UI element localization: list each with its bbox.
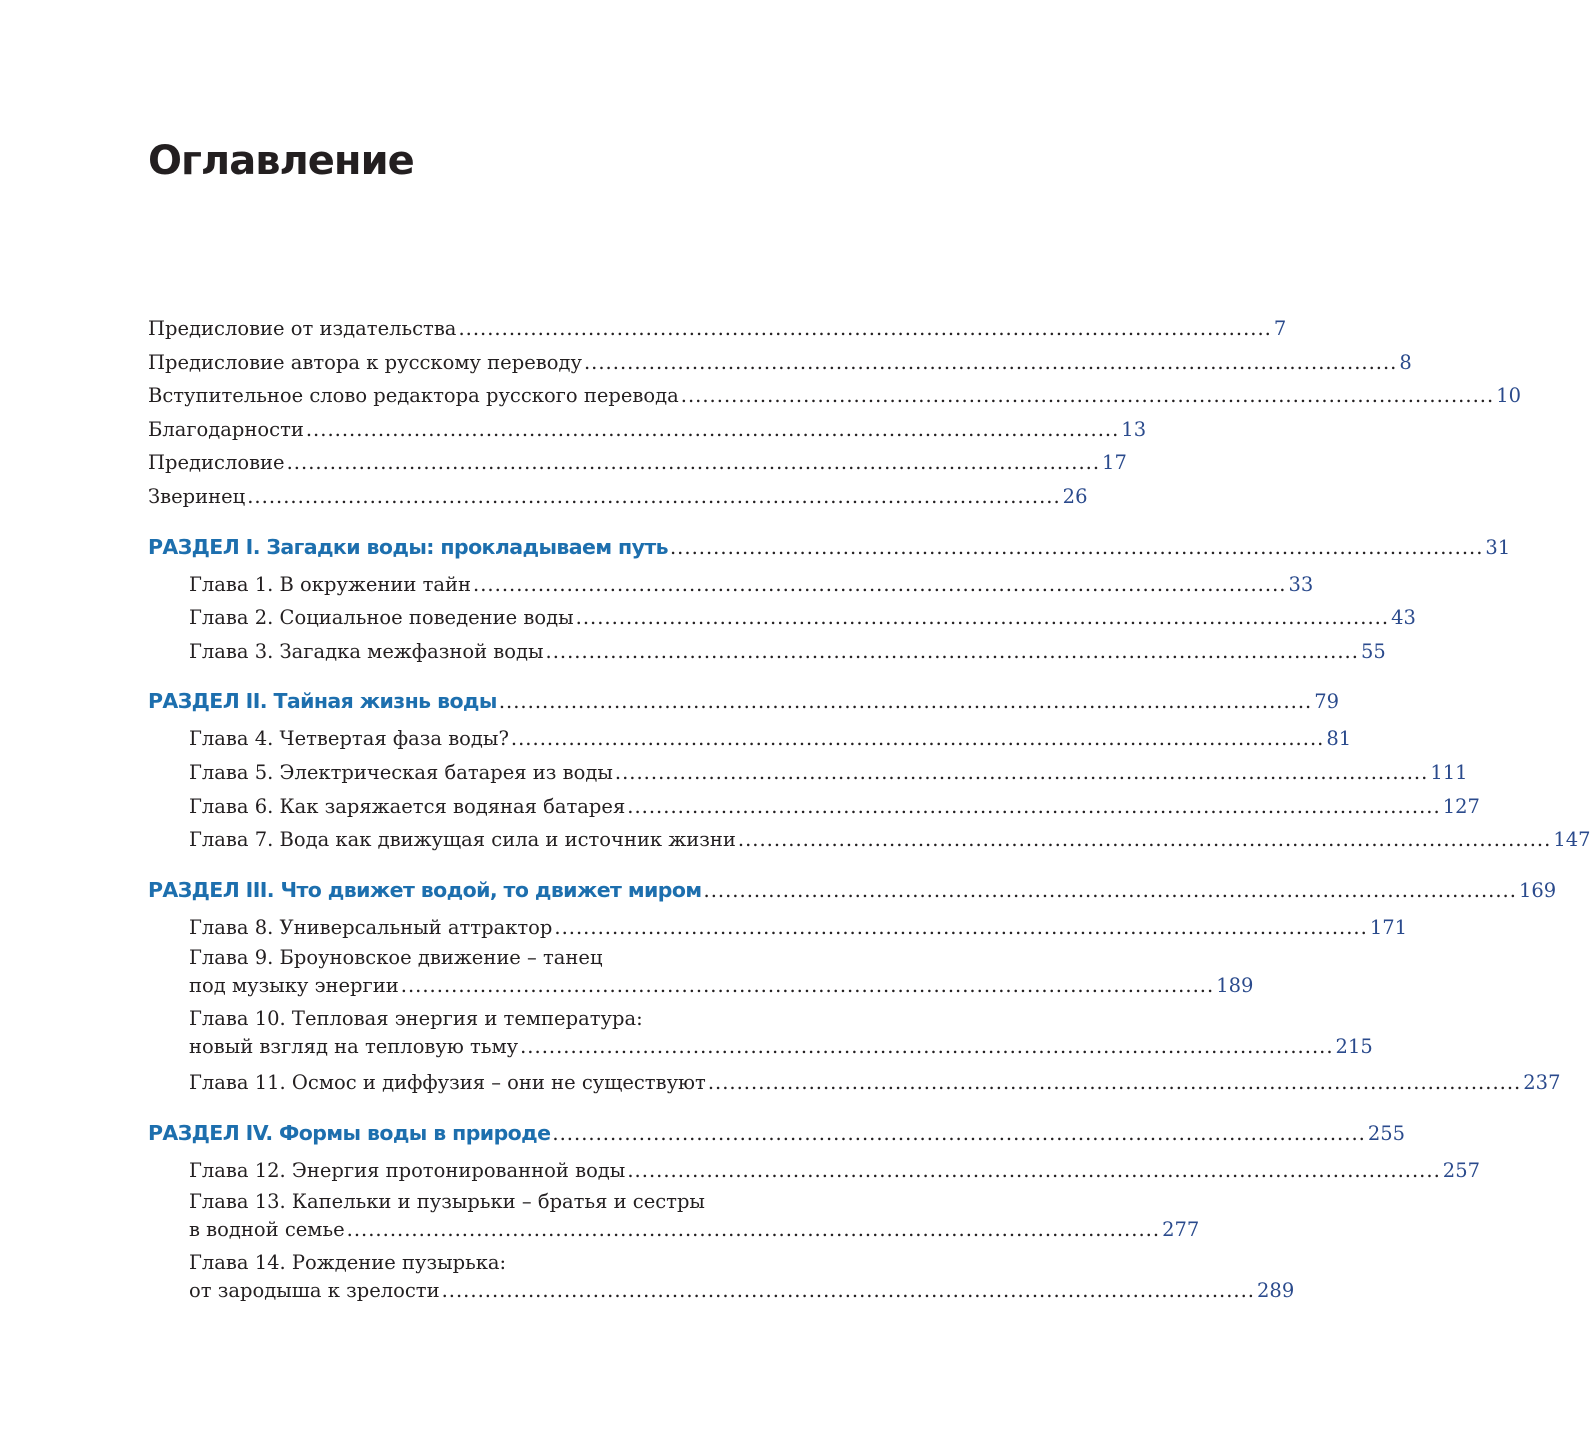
toc-chapter[interactable] [148,756,1468,790]
leader-dots: ................................................................................................................. [498,690,1313,714]
page-title: Оглавление [148,138,414,184]
page-number: 147 [1553,828,1591,852]
leader-dots: ................................................................................................................. [346,1217,1161,1241]
leader-dots: ................................................................................................................. [552,1121,1366,1145]
leader-dots: ................................................................................................................. [680,384,1495,408]
entry-title: Зверинец [148,484,246,508]
leader-dots: ................................................................................................................. [583,350,1398,374]
leader-dots: ................................................................................................................. [614,760,1429,784]
page-number: 26 [1062,484,1088,508]
chapter-title: Глава 5. Электрическая батарея из воды [189,760,613,784]
toc-entry[interactable] [148,480,1088,514]
leader-dots: ................................................................................................................. [627,1158,1441,1182]
section-title: РАЗДЕЛ IV. Формы воды в природе [148,1120,551,1145]
toc-chapter[interactable] [148,1216,1200,1249]
page-number: 55 [1360,639,1386,663]
chapter-title: под музыку энергии [189,974,399,998]
toc-chapter[interactable] [148,1277,1295,1310]
leader-dots: ................................................................................................................. [473,572,1287,596]
toc-chapter[interactable] [148,1033,1373,1066]
chapter-title-line1[interactable]: Глава 10. Тепловая энергия и температура: [189,1007,643,1031]
entry-title: Благодарности [148,417,304,441]
leader-dots: ................................................................................................................. [520,1035,1334,1059]
chapter-title: в водной семье [189,1217,345,1241]
toc-entry[interactable] [148,379,1522,413]
leader-dots: ................................................................................................................. [627,794,1441,818]
table-of-contents [148,312,1591,1310]
toc-chapter[interactable] [148,635,1386,669]
page-number: 277 [1162,1217,1200,1241]
toc-entry[interactable] [148,346,1412,380]
page-number: 10 [1496,384,1522,408]
chapter-title-line1[interactable]: Глава 9. Броуновское движение – танец [189,946,603,970]
section-title: РАЗДЕЛ III. Что движет водой, то движет миром [148,877,702,902]
chapter-title: Глава 11. Осмос и диффузия – они не существуют [189,1071,706,1095]
page-number: 237 [1523,1071,1561,1095]
page-number: 255 [1367,1121,1406,1145]
leader-dots: ................................................................................................................. [554,915,1368,939]
page-number: 13 [1121,417,1147,441]
section-title: РАЗДЕЛ I. Загадки воды: прокладываем путь [148,534,668,559]
entry-title: Предисловие автора к русскому переводу [148,350,582,374]
leader-dots: ................................................................................................................. [707,1071,1522,1095]
toc-chapter[interactable] [148,790,1480,824]
chapter-title: новый взгляд на тепловую тьму [189,1035,519,1059]
toc-chapter[interactable] [148,972,1254,1005]
chapter-title: от зародыша к зрелости [189,1278,440,1302]
chapter-title: Глава 12. Энергия протонированной воды [189,1158,626,1182]
page-number: 169 [1518,878,1557,902]
chapter-title: Глава 7. Вода как движущая сила и источник жизни [189,828,736,852]
chapter-title: Глава 3. Загадка межфазной воды [189,639,544,663]
page-number: 31 [1485,535,1511,559]
toc-chapter[interactable] [148,601,1416,635]
chapter-title: Глава 1. В окружении тайн [189,572,472,596]
toc-chapter[interactable] [148,823,1591,857]
chapter-title: Глава 8. Универсальный аттрактор [189,915,553,939]
toc-section-1[interactable] [148,529,1511,565]
chapter-title: Глава 4. Четвертая фаза воды? [189,727,509,751]
page-number: 43 [1391,606,1416,630]
chapter-title-line1[interactable]: Глава 14. Рождение пузырька: [189,1250,507,1274]
toc-entry[interactable] [148,312,1287,346]
toc-section-3[interactable] [148,872,1557,908]
page-number: 81 [1326,727,1352,751]
page-number: 8 [1399,350,1412,374]
page-number: 17 [1102,451,1127,475]
entry-title: Предисловие [148,451,285,475]
toc-section-4[interactable] [148,1115,1406,1151]
entry-title: Предисловие от издательства [148,317,457,340]
chapter-title-line1[interactable]: Глава 13. Капельки и пузырьки – братья и сестры [189,1189,705,1213]
page-number: 79 [1314,690,1340,714]
page-number: 189 [1216,974,1254,998]
leader-dots: ................................................................................................................. [441,1278,1256,1302]
leader-dots: ................................................................................................................. [247,484,1061,508]
toc-chapter[interactable] [148,1154,1481,1188]
leader-dots: ................................................................................................................. [703,878,1517,902]
toc-section-2[interactable] [148,683,1340,719]
toc-entry[interactable] [148,413,1147,447]
page-number: 215 [1335,1035,1373,1059]
page-number: 7 [1273,317,1287,340]
page-number: 111 [1430,760,1468,784]
page-number: 33 [1288,572,1314,596]
toc-chapter[interactable] [148,568,1314,602]
chapter-title: Глава 6. Как заряжается водяная батарея [189,794,626,818]
chapter-title: Глава 2. Социальное поведение воды [189,606,574,630]
leader-dots: ................................................................................................................. [575,606,1390,630]
section-title: РАЗДЕЛ II. Тайная жизнь воды [148,689,497,714]
leader-dots: ................................................................................................................. [545,639,1359,663]
toc-chapter[interactable] [148,1066,1561,1100]
page-number: 171 [1369,915,1408,939]
leader-dots: ................................................................................................................. [400,974,1215,998]
leader-dots: ................................................................................................................. [458,317,1272,340]
toc-entry[interactable] [148,446,1127,480]
page-number: 289 [1257,1278,1295,1302]
leader-dots: ................................................................................................................. [286,451,1101,475]
page-number: 257 [1442,1158,1481,1182]
page-number: 127 [1442,794,1480,818]
leader-dots: ................................................................................................................. [669,535,1484,559]
leader-dots: ................................................................................................................. [737,828,1552,852]
leader-dots: ................................................................................................................. [305,417,1120,441]
toc-chapter[interactable] [148,722,1352,756]
toc-chapter[interactable] [148,911,1408,945]
entry-title: Вступительное слово редактора русского перевода [148,384,679,408]
leader-dots: ................................................................................................................. [510,727,1325,751]
